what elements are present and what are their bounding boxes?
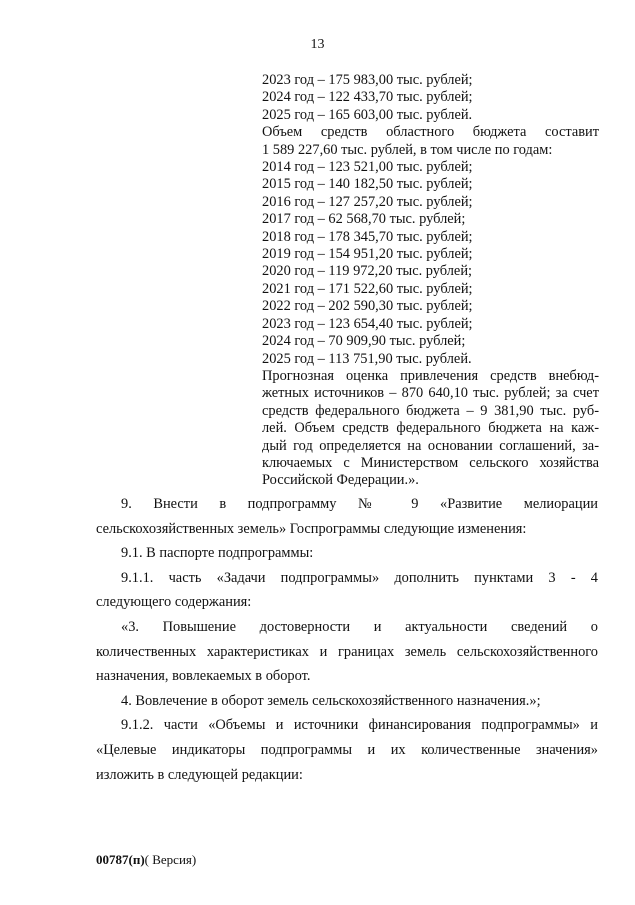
regional-year-line: 2016 год – 127 257,20 тыс. рублей; xyxy=(262,193,473,210)
regional-year-line: 2021 год – 171 522,60 тыс. рублей; xyxy=(262,280,473,297)
regional-year-line: 2019 год – 154 951,20 тыс. рублей; xyxy=(262,246,473,263)
forecast-line: лей. Объем средств федерального бюджета на каж- xyxy=(262,420,599,437)
budget-line: 2025 год – 165 603,00 тыс. рублей. xyxy=(262,106,473,123)
regional-budget-total: 1 589 227,60 тыс. рублей, в том числе по годам: xyxy=(262,141,553,158)
regional-year-line: 2014 год – 123 521,00 тыс. рублей; xyxy=(262,159,473,176)
paragraph-9-1-2-line: изложить в следующей редакции: xyxy=(96,766,303,783)
forecast-line: ключаемых с Министерством сельского хозяйства xyxy=(262,454,599,471)
paragraph-9-1-1-line: следующего содержания: xyxy=(96,594,252,611)
regional-budget-intro: Объем средств областного бюджета составит xyxy=(262,124,599,141)
forecast-line: дый год определяется на основании соглашений, за- xyxy=(262,437,599,454)
regional-year-line: 2020 год – 119 972,20 тыс. рублей; xyxy=(262,263,473,280)
regional-year-line: 2025 год – 113 751,90 тыс. рублей. xyxy=(262,350,472,367)
amendment-text xyxy=(96,492,598,787)
regional-year-line: 2024 год – 70 909,90 тыс. рублей; xyxy=(262,333,466,350)
funding-column xyxy=(262,72,599,490)
regional-year-line: 2023 год – 123 654,40 тыс. рублей; xyxy=(262,315,473,332)
document-code: 00787(п) xyxy=(96,852,145,867)
paragraph-9-line: 9. Внести в подпрограмму № 9 «Развитие мелиорации xyxy=(121,496,598,512)
document-footer xyxy=(96,852,196,868)
budget-line: 2024 год – 122 433,70 тыс. рублей; xyxy=(262,89,473,106)
quoted-item-3-line: количественных характеристиках и границах земель сельскохозяйственного xyxy=(96,643,598,660)
regional-year-line: 2017 год – 62 568,70 тыс. рублей; xyxy=(262,211,466,228)
regional-year-line: 2015 год – 140 182,50 тыс. рублей; xyxy=(262,176,473,193)
quoted-item-4: 4. Вовлечение в оборот земель сельскохозяйственного назначения.»; xyxy=(121,692,541,709)
forecast-line: Российской Федерации.». xyxy=(262,472,419,489)
document-version: ( Версия) xyxy=(144,852,197,867)
paragraph-9-1-2-line: 9.1.2. части «Объемы и источники финансирования подпрограммы» и xyxy=(121,717,598,734)
page-number: 13 xyxy=(310,37,325,52)
quoted-item-3-line: «3. Повышение достоверности и актуальности сведений о xyxy=(121,618,598,635)
forecast-line: Прогнозная оценка привлечения средств внебюд- xyxy=(262,367,599,384)
forecast-line: средств федерального бюджета – 9 381,90 тыс. руб- xyxy=(262,402,599,419)
forecast-line: жетных источников – 870 640,10 тыс. рублей; за счет xyxy=(262,385,599,402)
paragraph-9-1: 9.1. В паспорте подпрограммы: xyxy=(121,545,314,562)
regional-year-line: 2018 год – 178 345,70 тыс. рублей; xyxy=(262,228,473,245)
budget-line: 2023 год – 175 983,00 тыс. рублей; xyxy=(262,72,473,88)
paragraph-9-1-2-line: «Целевые индикаторы подпрограммы и их количественные значения» xyxy=(96,741,598,758)
regional-year-line: 2022 год – 202 590,30 тыс. рублей; xyxy=(262,298,473,315)
paragraph-9-line: сельскохозяйственных земель» Госпрограммы следующие изменения: xyxy=(96,520,527,537)
quoted-item-3-line: назначения, вовлекаемых в оборот. xyxy=(96,668,311,685)
paragraph-9-1-1-line: 9.1.1. часть «Задачи подпрограммы» дополнить пунктами 3 - 4 xyxy=(121,569,598,586)
